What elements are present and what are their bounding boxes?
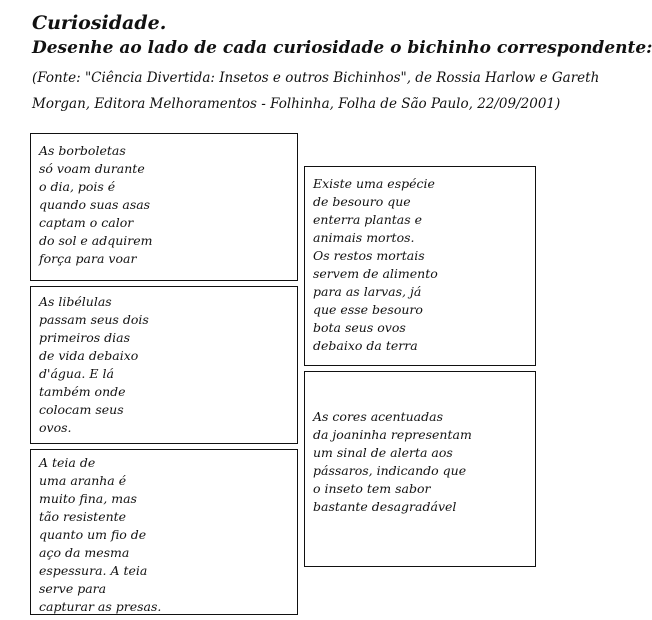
curiosity-line: uma aranha é [39, 473, 127, 488]
curiosity-line: As borboletas [39, 143, 126, 158]
curiosity-line: quanto um fio de [39, 527, 147, 542]
curiosity-line: pássaros, indicando que [313, 463, 467, 478]
curiosity-line: primeiros dias [39, 330, 130, 345]
curiosity-line: serve para [39, 581, 107, 596]
curiosity-line: força para voar [39, 251, 137, 266]
curiosity-line: enterra plantas e [313, 212, 423, 227]
curiosity-box-dragonflies [30, 286, 298, 444]
curiosity-line: A teia de [39, 455, 96, 470]
curiosity-line: o dia, pois é [39, 179, 116, 194]
worksheet-title: Curiosidade. [32, 12, 167, 34]
curiosity-box-ladybug [304, 371, 536, 567]
curiosity-line: de vida debaixo [39, 348, 139, 363]
curiosity-line: o inseto tem sabor [313, 481, 431, 496]
curiosity-line: servem de alimento [313, 266, 438, 281]
curiosity-box-spider [30, 449, 298, 615]
curiosity-line: só voam durante [39, 161, 145, 176]
curiosity-box-butterflies [30, 133, 298, 281]
curiosity-line: ovos. [39, 420, 72, 435]
worksheet-instruction: Desenhe ao lado de cada curiosidade o bichinho correspondente: [32, 38, 652, 58]
curiosity-line: quando suas asas [39, 197, 151, 212]
curiosity-line: animais mortos. [313, 230, 415, 245]
curiosity-line: Os restos mortais [313, 248, 425, 263]
curiosity-line: Existe uma espécie [313, 176, 435, 191]
curiosity-line: da joaninha representam [313, 427, 472, 442]
curiosity-line: passam seus dois [39, 312, 149, 327]
curiosity-line: muito fina, mas [39, 491, 137, 506]
curiosity-line: capturar as presas. [39, 599, 162, 614]
curiosity-line: um sinal de alerta aos [313, 445, 453, 460]
curiosity-line: espessura. A teia [39, 563, 148, 578]
curiosity-line: debaixo da terra [313, 338, 418, 353]
curiosity-box-beetle [304, 166, 536, 366]
source-citation-line-2: Morgan, Editora Melhoramentos - Folhinha, Folha de São Paulo, 22/09/2001) [32, 96, 561, 112]
curiosity-line: As cores acentuadas [313, 409, 443, 424]
curiosity-line: bastante desagradável [313, 499, 457, 514]
source-citation-line-1: (Fonte: "Ciência Divertida: Insetos e outros Bichinhos", de Rossia Harlow e Gareth [32, 70, 600, 86]
curiosity-line: colocam seus [39, 402, 124, 417]
curiosity-line: tão resistente [39, 509, 127, 524]
curiosity-line: que esse besouro [313, 302, 423, 317]
curiosity-line: aço da mesma [39, 545, 130, 560]
curiosity-line: bota seus ovos [313, 320, 406, 335]
curiosity-line: também onde [39, 384, 126, 399]
curiosity-line: captam o calor [39, 215, 134, 230]
curiosity-line: para as larvas, já [313, 284, 422, 299]
curiosity-line: do sol e adquirem [39, 233, 153, 248]
curiosity-line: d'água. E lá [39, 366, 114, 381]
curiosity-line: As libélulas [39, 294, 112, 309]
curiosity-line: de besouro que [313, 194, 411, 209]
